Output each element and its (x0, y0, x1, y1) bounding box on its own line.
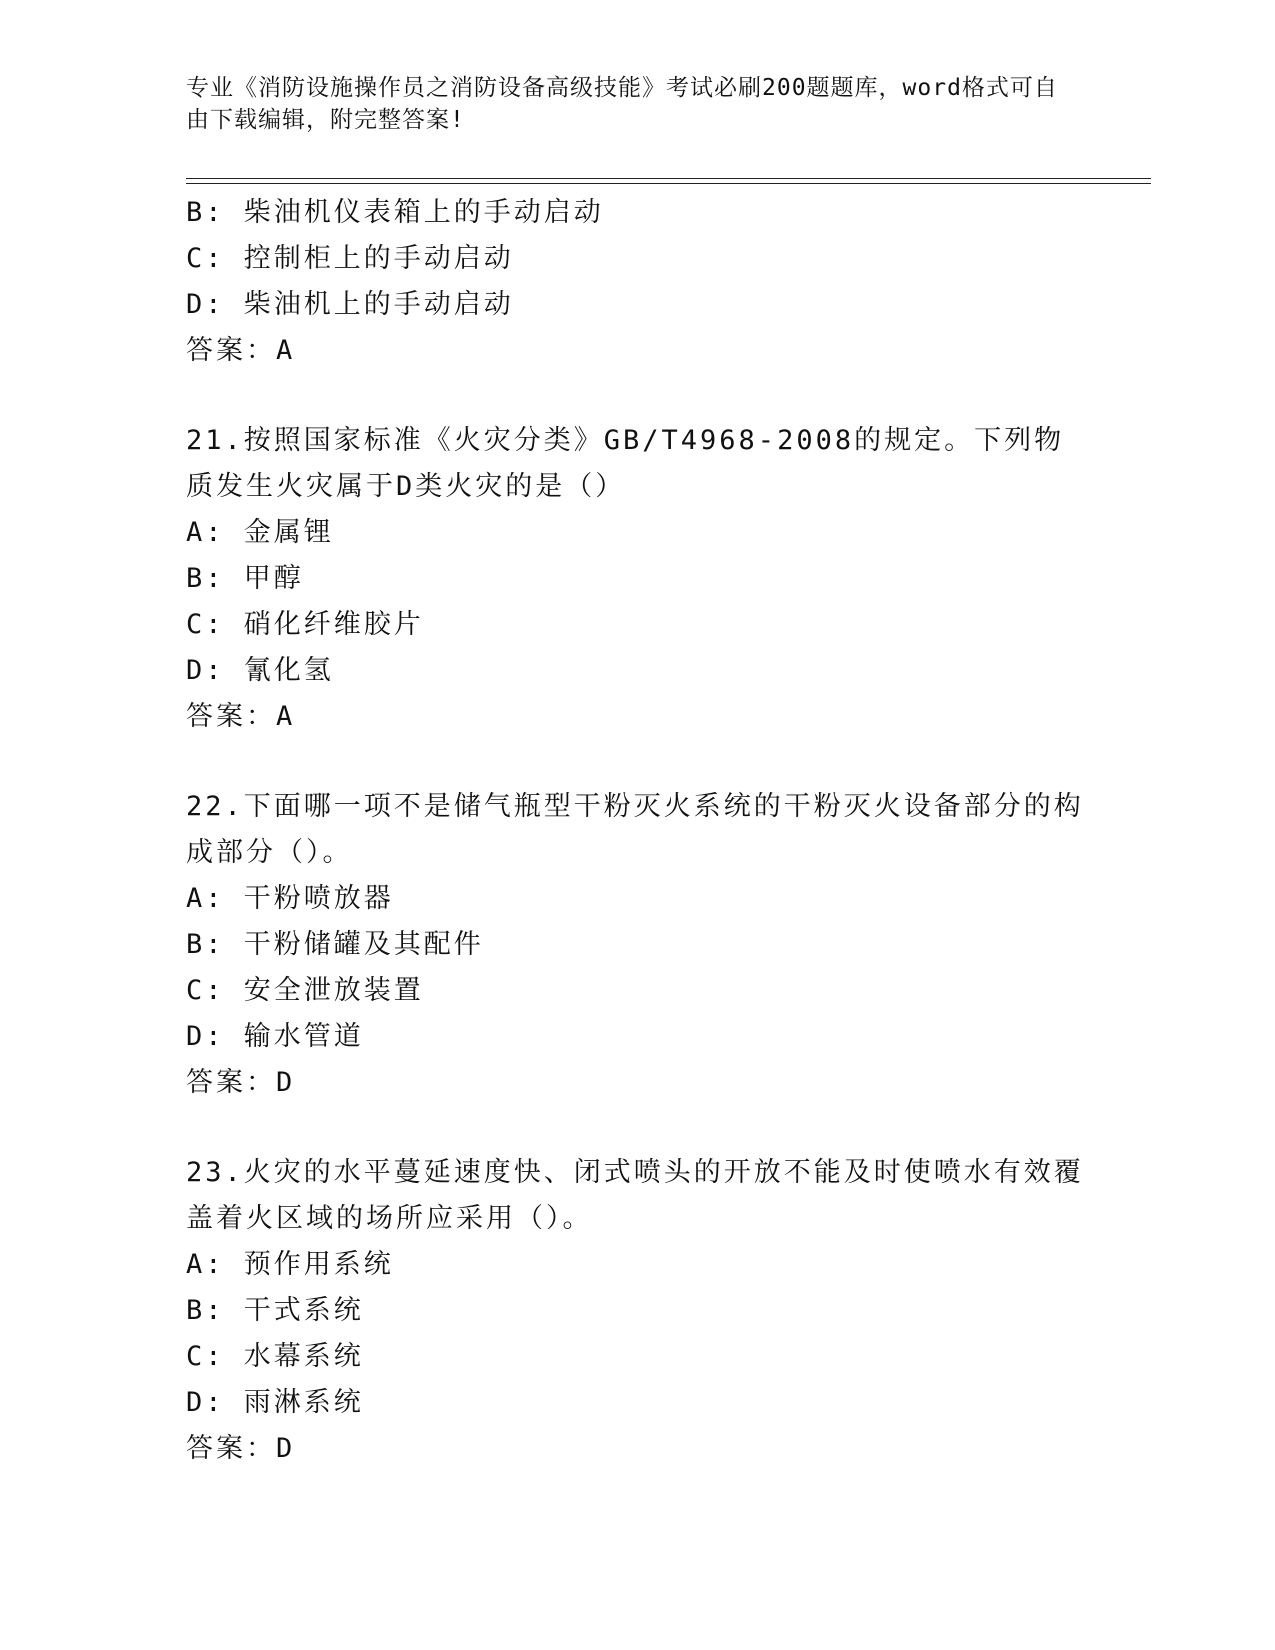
question-text: 21.按照国家标准《火灾分类》GB/T4968-2008的规定。下列物质发生火灾属于D类火灾的是（） (186, 425, 1065, 502)
header-divider-bottom (186, 183, 1151, 184)
question-22 (186, 784, 1086, 1106)
option-b: B: 干粉储罐及其配件 (186, 929, 484, 960)
option-d: D: 雨淋系统 (186, 1387, 364, 1418)
question-content (186, 190, 1086, 1472)
previous-question-tail (186, 190, 1086, 374)
header-divider-top (186, 178, 1151, 179)
answer-line: 答案：D (186, 1433, 296, 1464)
question-text: 23.火灾的水平蔓延速度快、闭式喷头的开放不能及时使喷水有效覆盖着火区域的场所应采用（）。 (186, 1157, 1084, 1234)
option-a: A: 金属锂 (186, 517, 334, 548)
option-a: A: 干粉喷放器 (186, 883, 394, 914)
option-a: A: 预作用系统 (186, 1249, 394, 1280)
document-header: 专业《消防设施操作员之消防设备高级技能》考试必刷200题题库，word格式可自由下载编辑，附完整答案! (186, 75, 1058, 133)
answer-line: 答案：A (186, 701, 296, 732)
question-21 (186, 418, 1086, 740)
option-b: B: 柴油机仪表箱上的手动启动 (186, 197, 604, 228)
option-b: B: 甲醇 (186, 563, 304, 594)
option-c: C: 硝化纤维胶片 (186, 609, 424, 640)
option-b: B: 干式系统 (186, 1295, 364, 1326)
question-23 (186, 1150, 1086, 1472)
option-d: D: 柴油机上的手动启动 (186, 289, 514, 320)
question-text: 22.下面哪一项不是储气瓶型干粉灭火系统的干粉灭火设备部分的构成部分（）。 (186, 791, 1084, 868)
option-d: D: 输水管道 (186, 1021, 364, 1052)
option-c: C: 安全泄放装置 (186, 975, 424, 1006)
option-d: D: 氰化氢 (186, 655, 334, 686)
option-c: C: 控制柜上的手动启动 (186, 243, 514, 274)
option-c: C: 水幕系统 (186, 1341, 364, 1372)
answer-line: 答案：D (186, 1067, 296, 1098)
answer-line: 答案：A (186, 335, 296, 366)
